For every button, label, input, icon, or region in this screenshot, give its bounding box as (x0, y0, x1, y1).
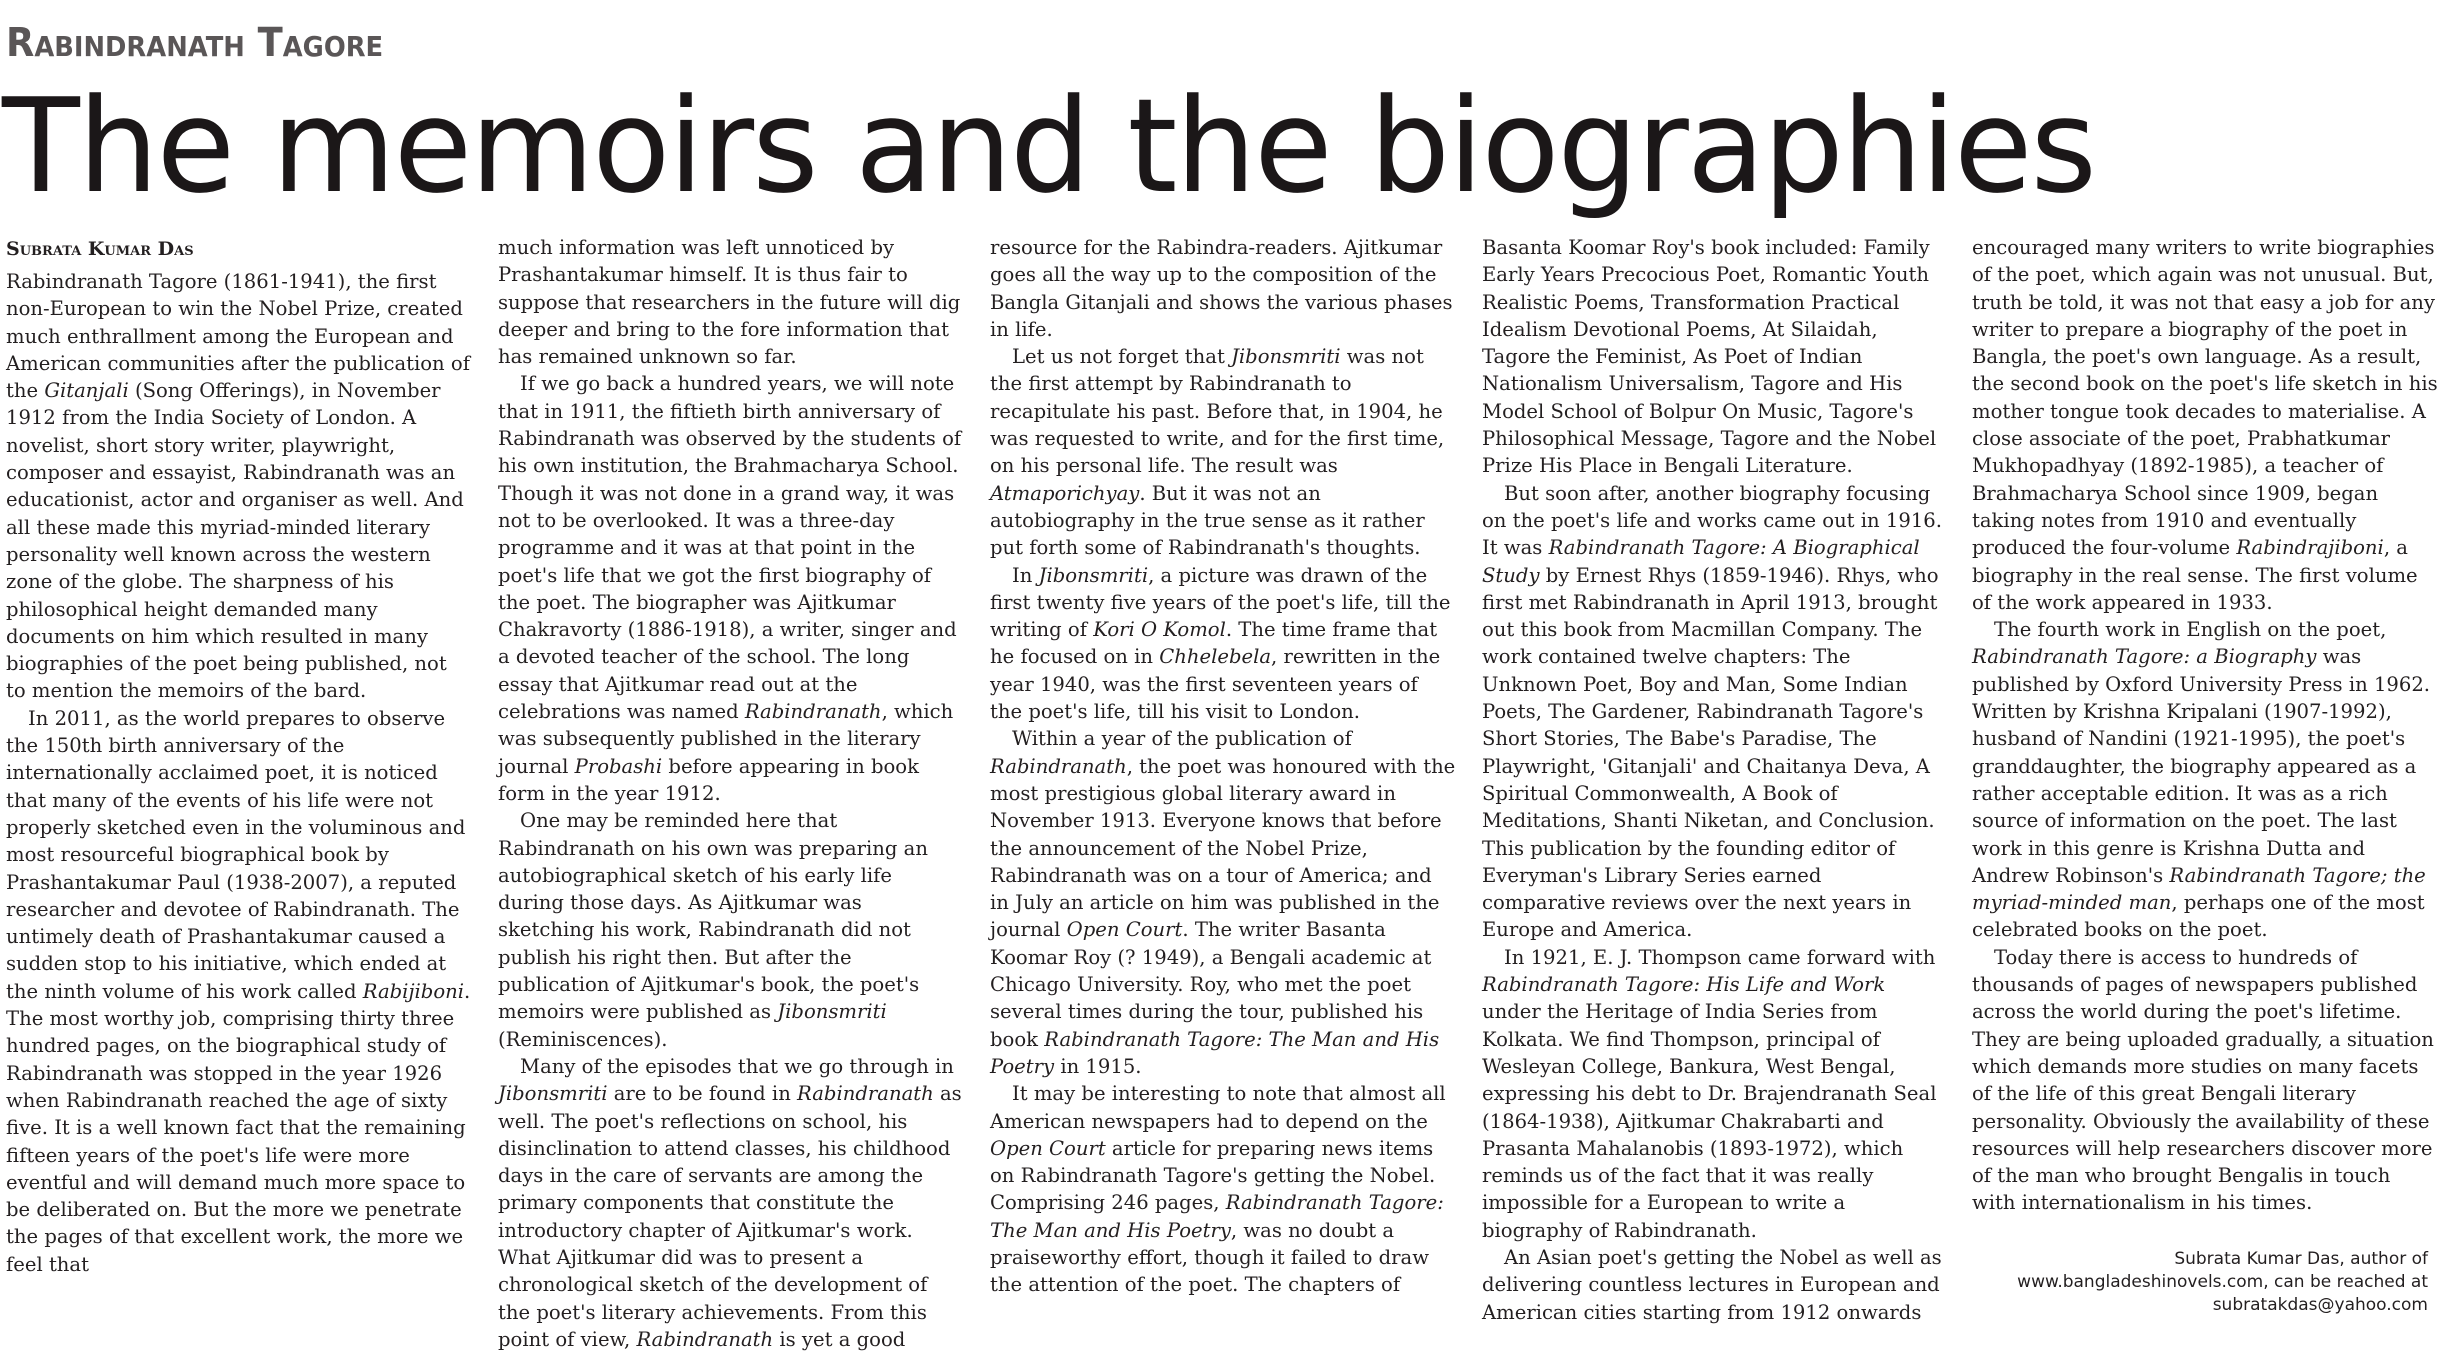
credit-line: Subrata Kumar Das, author of (2174, 1249, 2428, 1269)
page-title: The memoirs and the biographies (2, 70, 2095, 222)
column-1 (6, 234, 472, 1318)
paragraph: Within a year of the publication of Rabindranath, the poet was honoured with the most prestigious global literary award in November 1913. Everyone knows that before the announcement of the Nobel Prize, Rabindranath was on a tour of America; and in July an article on him was published in the journal Open Court. The writer Basanta Koomar Roy (? 1949), a Bengali academic at Chicago University. Roy, who met the poet several times during the tour, published his book Rabindranath Tagore: The Man and His Poetry in 1915. (990, 727, 1456, 1078)
paragraph: Many of the episodes that we go through in Jibonsmriti are to be found in Rabindranath as well. The poet's reflections on school, his disinclination to attend classes, his childhood days in the care of servants are among the primary components that constitute the introductory chapter of Ajitkumar's work. What Ajitkumar did was to present a chronological sketch of the development of the poet's literary achievements. From this point of view, Rabindranath is yet a good (498, 1054, 962, 1351)
paragraph: much information was left unnoticed by Prashantakumar himself. It is thus fair to suppose that researchers in the future will dig deeper and bring to the fore information that has remained unknown so far. (498, 236, 961, 369)
paragraph: It may be interesting to note that almost all American newspapers had to depend on the Open Court article for preparing news items on Rabindranath Tagore's getting the Nobel. Comprising 246 pages, Rabindranath Tagore: The Man and His Poetry, was no doubt a praiseworthy effort, though it failed to draw the attention of the poet. The chapters of (990, 1082, 1446, 1297)
kicker-label: Rabindranath Tagore (6, 20, 384, 66)
column-4 (1482, 234, 1948, 1324)
credit-line: www.bangladeshinovels.com, can be reached at (2017, 1272, 2428, 1292)
paragraph: An Asian poet's getting the Nobel as well as delivering countless lectures in European and American cities starting from 1912 onwards (1482, 1245, 1942, 1324)
column-5 (1972, 234, 2438, 1318)
article-body (6, 234, 2446, 1351)
column-2 (498, 234, 964, 1351)
paragraph: In Jibonsmriti, a picture was drawn of the first twenty five years of the poet's life, till the writing of Kori O Komol. The time frame that he focused on in Chhelebela, rewritten in the year 1940, was the first seventeen years of the poet's life, till his visit to London. (990, 563, 1451, 724)
paragraph: resource for the Rabindra-readers. Ajitkumar goes all the way up to the composition of the Bangla Gitanjali and shows the various phases in life. (990, 236, 1453, 341)
paragraph: Rabindranath Tagore (1861-1941), the first non-European to win the Nobel Prize, created much enthrallment among the European and American communities after the publication of the Gitanjali (Song Offerings), in November 1912 from the India Society of London. A novelist, short story writer, playwright, composer and essayist, Rabindranath was an educationist, actor and organiser as well. And all these made this myriad-minded literary personality well known across the western zone of the globe. The sharpness of his philosophical height demanded many documents on him which resulted in many biographies of the poet being published, not to mention the memoirs of the bard. (6, 270, 470, 703)
paragraph: In 2011, as the world prepares to observe the 150th birth anniversary of the internationally acclaimed poet, it is noticed that many of the events of his life were not properly sketched even in the voluminous and most resourceful biographical book by Prashantakumar Paul (1938-2007), a reputed researcher and devotee of Rabindranath. The untimely death of Prashantakumar caused a sudden stop to his initiative, which ended at the ninth volume of his work called Rabijiboni. The most worthy job, comprising thirty three hundred pages, on the biographical study of Rabindranath was stopped in the year 1926 when Rabindranath reached the age of sixty five. It is a well known fact that the remaining fifteen years of the poet's life were more eventful and will demand much more space to be deliberated on. But the more we penetrate the pages of that excellent work, the more we feel that (6, 706, 471, 1276)
paragraph: encouraged many writers to write biographies of the poet, which again was not unusual. But, truth be told, it was not that easy a job for any writer to prepare a biography of the poet in Bangla, the poet's own language. As a result, the second book on the poet's life sketch in his mother tongue took decades to materialise. A close associate of the poet, Prabhatkumar Mukhopadhyay (1892-1985), a teacher of Brahmacharya School since 1909, began taking notes from 1910 and eventually produced the four-volume Rabindrajiboni, a biography in the real sense. The first volume of the work appeared in 1933. (1972, 236, 2438, 614)
paragraph: The fourth work in English on the poet, Rabindranath Tagore: a Biography was published by Oxford University Press in 1962. Written by Krishna Kripalani (1907-1992), husband of Nandini (1921-1995), the poet's granddaughter, the biography appeared as a rather acceptable edition. It was as a rich source of information on the poet. The last work in this genre is Krishna Dutta and Andrew Robinson's Rabindranath Tagore; the myriad-minded man, perhaps one of the most celebrated books on the poet. (1972, 618, 2431, 942)
byline: Subrata Kumar Das (6, 238, 194, 260)
paragraph: Let us not forget that Jibonsmriti was not the first attempt by Rabindranath to recapitulate his past. Before that, in 1904, he was requested to write, and for the first time, on his personal life. The result was Atmaporichyay. But it was not an autobiography in the true sense as it rather put forth some of Rabindranath's thoughts. (990, 345, 1445, 560)
paragraph: Today there is access to hundreds of thousands of pages of newspapers published across the world during the poet's lifetime. They are being uploaded gradually, a situation which demands more studies on many facets of the life of this great Bengali literary personality. Obviously the availability of these resources will help researchers discover more of the man who brought Bengalis in touch with internationalism in his times. (1972, 945, 2434, 1215)
credit-email[interactable]: subratakdas@yahoo.com (2212, 1295, 2428, 1315)
paragraph: One may be reminded here that Rabindranath on his own was preparing an autobiographical sketch of his early life during those days. As Ajitkumar was sketching his work, Rabindranath did not publish his right then. But after the publication of Ajitkumar's book, the poet's memoirs were published as Jibonsmriti (Reminiscences). (498, 809, 928, 1051)
paragraph: Basanta Koomar Roy's book included: Family Early Years Precocious Poet, Romantic Youth Realistic Poems, Transformation Practical Idealism Devotional Poems, At Silaidah, Tagore the Feminist, As Poet of Indian Nationalism Universalism, Tagore and His Model School of Bolpur On Music, Tagore's Philosophical Message, Tagore and the Nobel Prize His Place in Bengali Literature. (1482, 236, 1937, 478)
column-3 (990, 234, 1456, 1318)
paragraph: If we go back a hundred years, we will note that in 1911, the fiftieth birth anniversary of Rabindranath was observed by the students of his own institution, the Brahmacharya School. Though it was not done in a grand way, it was not to be overlooked. It was a three-day programme and it was at that point in the poet's life that we got the first biography of the poet. The biographer was Ajitkumar Chakravorty (1886-1918), a writer, singer and a devoted teacher of the school. The long essay that Ajitkumar read out at the celebrations was named Rabindranath, which was subsequently published in the literary journal Probashi before appearing in book form in the year 1912. (498, 372, 962, 805)
paragraph: In 1921, E. J. Thompson came forward with Rabindranath Tagore: His Life and Work under the Heritage of India Series from Kolkata. We find Thompson, principal of Wesleyan College, Bankura, West Bengal, expressing his debt to Dr. Brajendranath Seal (1864-1938), Ajitkumar Chakrabarti and Prasanta Mahalanobis (1893-1972), which reminds us of the fact that it was really impossible for a European to write a biography of Rabindranath. (1482, 945, 1937, 1242)
paragraph: But soon after, another biography focusing on the poet's life and works came out in 1916. It was Rabindranath Tagore: A Biographical Study by Ernest Rhys (1859-1946). Rhys, who first met Rabindranath in April 1913, brought out this book from Macmillan Company. The work contained twelve chapters: The Unknown Poet, Boy and Man, Some Indian Poets, The Gardener, Rabindranath Tagore's Short Stories, The Babe's Paradise, The Playwright, 'Gitanjali' and Chaitanya Deva, A Spiritual Commonwealth, A Book of Meditations, Shanti Niketan, and Conclusion. This publication by the founding editor of Everyman's Library Series earned comparative reviews over the next years in Europe and America. (1482, 481, 1942, 942)
author-credit (1908, 1248, 2428, 1317)
